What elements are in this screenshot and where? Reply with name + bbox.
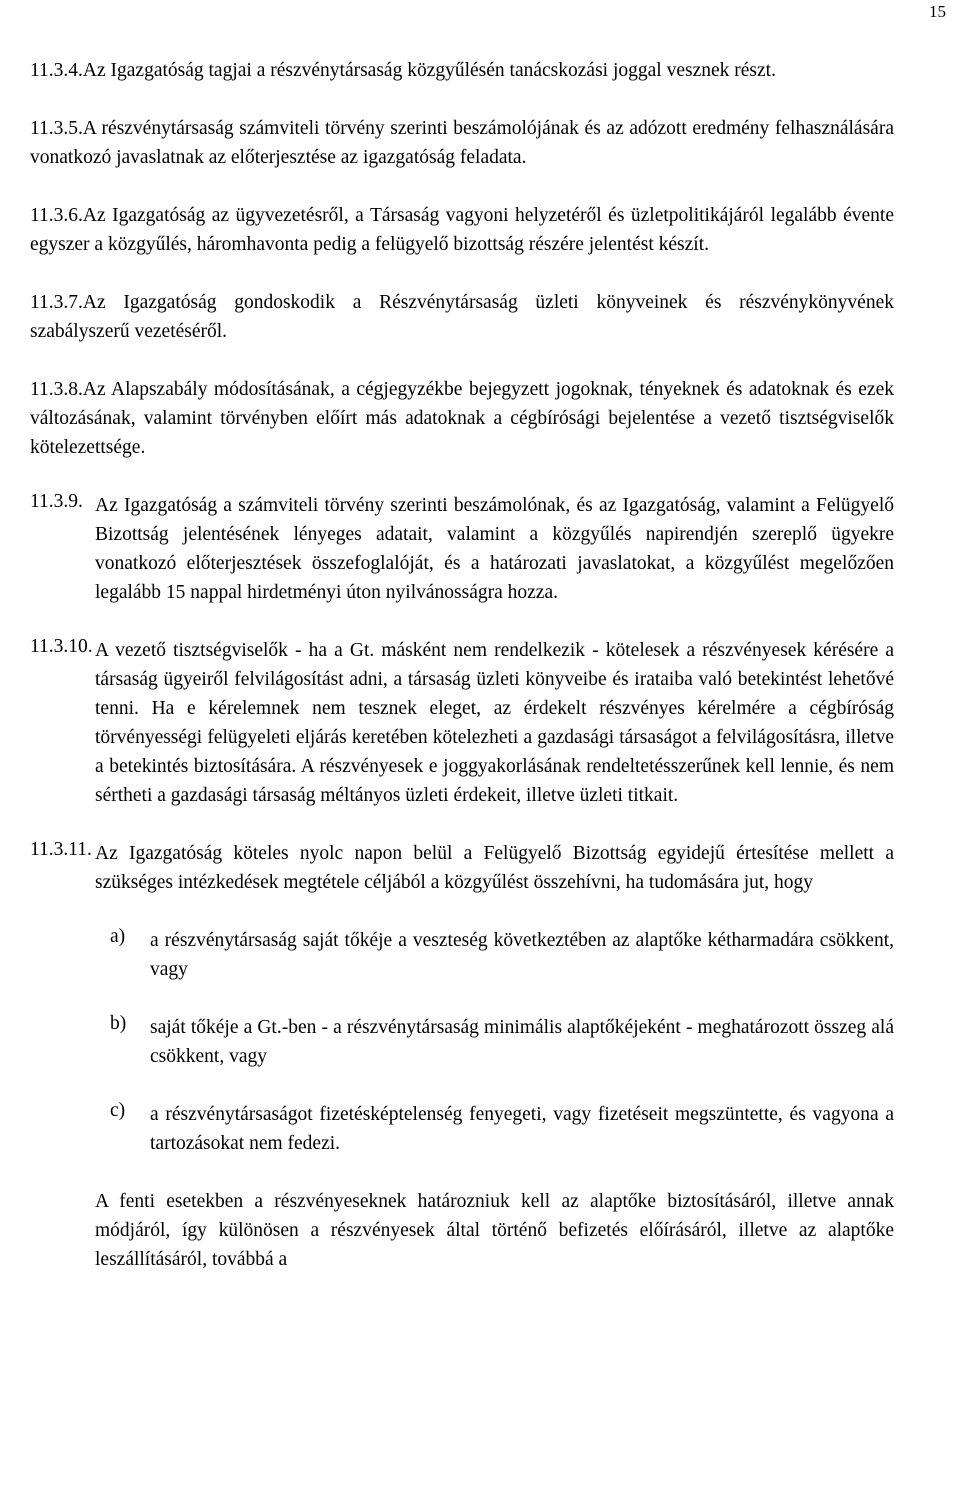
section-11-3-6: 11.3.6.Az Igazgatóság az ügyvezetésről, a Társaság vagyoni helyzetéről és üzletpolitikájáról legalább évente egyszer a közgyűlés, háromhavonta pedig a felügyelő bizottság részére jelentést készít. xyxy=(30,205,894,255)
section-11-3-9 xyxy=(30,491,894,607)
section-number: 11.3.10. xyxy=(30,636,93,657)
list-marker: b) xyxy=(110,1013,127,1034)
list-item-text: a részvénytársaságot fizetésképtelenség fenyegeti, vagy fizetéseit megszüntette, és vagyona a tartozásokat nem fedezi. xyxy=(150,1104,894,1154)
section-text: Az Igazgatóság köteles nyolc napon belül a Felügyelő Bizottság egyidejű értesítése mellett a szükséges intézkedések megtétele céljából a közgyűlést összehívni, ha tudomására jut, hogy xyxy=(95,843,894,893)
list-marker: a) xyxy=(110,926,126,947)
document-body xyxy=(30,56,894,1274)
list-marker: c) xyxy=(110,1100,126,1121)
section-11-3-4: 11.3.4.Az Igazgatóság tagjai a részvénytársaság közgyűlésén tanácskozási joggal vesznek részt. xyxy=(30,60,776,81)
list-item xyxy=(110,1013,894,1071)
condition-list xyxy=(110,926,894,1158)
section-number: 11.3.11. xyxy=(30,839,92,860)
section-11-3-8: 11.3.8.Az Alapszabály módosításának, a cégjegyzékbe bejegyzett jogoknak, tényeknek és adatoknak és ezek változásának, valamint törvényben előírt más adatoknak a cégbírósági bejelentése a vezető tisztségviselők kötelezettsége. xyxy=(30,379,894,458)
list-item xyxy=(110,926,894,984)
section-number: 11.3.9. xyxy=(30,491,83,512)
list-item-text: saját tőkéje a Gt.-ben - a részvénytársaság minimális alaptőkéjeként - meghatározott összeg alá csökkent, vagy xyxy=(150,1017,894,1067)
section-text: Az Igazgatóság a számviteli törvény szerinti beszámolónak, és az Igazgatóság, valamint a Felügyelő Bizottság jelentésének lényeges adatait, valamint a közgyűlés napirendjén szereplő ügyekre vonatkozó előterjesztések összefoglalóját, és a határozati javaslatokat, a közgyűlést megelőzően legalább 15 nappal hirdetményi úton nyilvánosságra hozza. xyxy=(95,495,894,603)
section-11-3-10 xyxy=(30,636,894,810)
list-item-text: a részvénytársaság saját tőkéje a veszteség következtében az alaptőke kétharmadára csökkent, vagy xyxy=(150,930,894,980)
closing-paragraph: A fenti esetekben a részvényeseknek határozniuk kell az alaptőke biztosításáról, illetve annak módjáról, így különösen a részvényesek által történő befizetés előírásáról, illetve az alaptőke leszállításáról, továbbá a xyxy=(95,1191,894,1270)
page-number: 15 xyxy=(929,2,946,21)
section-11-3-11 xyxy=(30,839,894,897)
section-text: A vezető tisztségviselők - ha a Gt. másként nem rendelkezik - kötelesek a részvényesek kérésére a társaság ügyeiről felvilágosítást adni, a társaság üzleti könyveibe és irataiba való betekintést lehetővé tenni. Ha e kérelemnek nem tesznek eleget, az érdekelt részvényes kérelmére a cégbíróság törvényességi felügyeleti eljárás keretében kötelezheti a gazdasági társaságot a felvilágosításra, illetve a betekintés biztosítására. A részvényesek e joggyakorlásának rendeltetésszerűnek kell lennie, és nem sértheti a gazdasági társaság méltányos üzleti érdekeit, illetve üzleti titkait. xyxy=(95,640,894,806)
list-item xyxy=(110,1100,894,1158)
section-11-3-7: 11.3.7.Az Igazgatóság gondoskodik a Részvénytársaság üzleti könyveinek és részvénykönyvének szabályszerű vezetéséről. xyxy=(30,292,894,342)
section-11-3-5: 11.3.5.A részvénytársaság számviteli törvény szerinti beszámolójának és az adózott eredmény felhasználására vonatkozó javaslatnak az előterjesztése az igazgatóság feladata. xyxy=(30,118,894,168)
